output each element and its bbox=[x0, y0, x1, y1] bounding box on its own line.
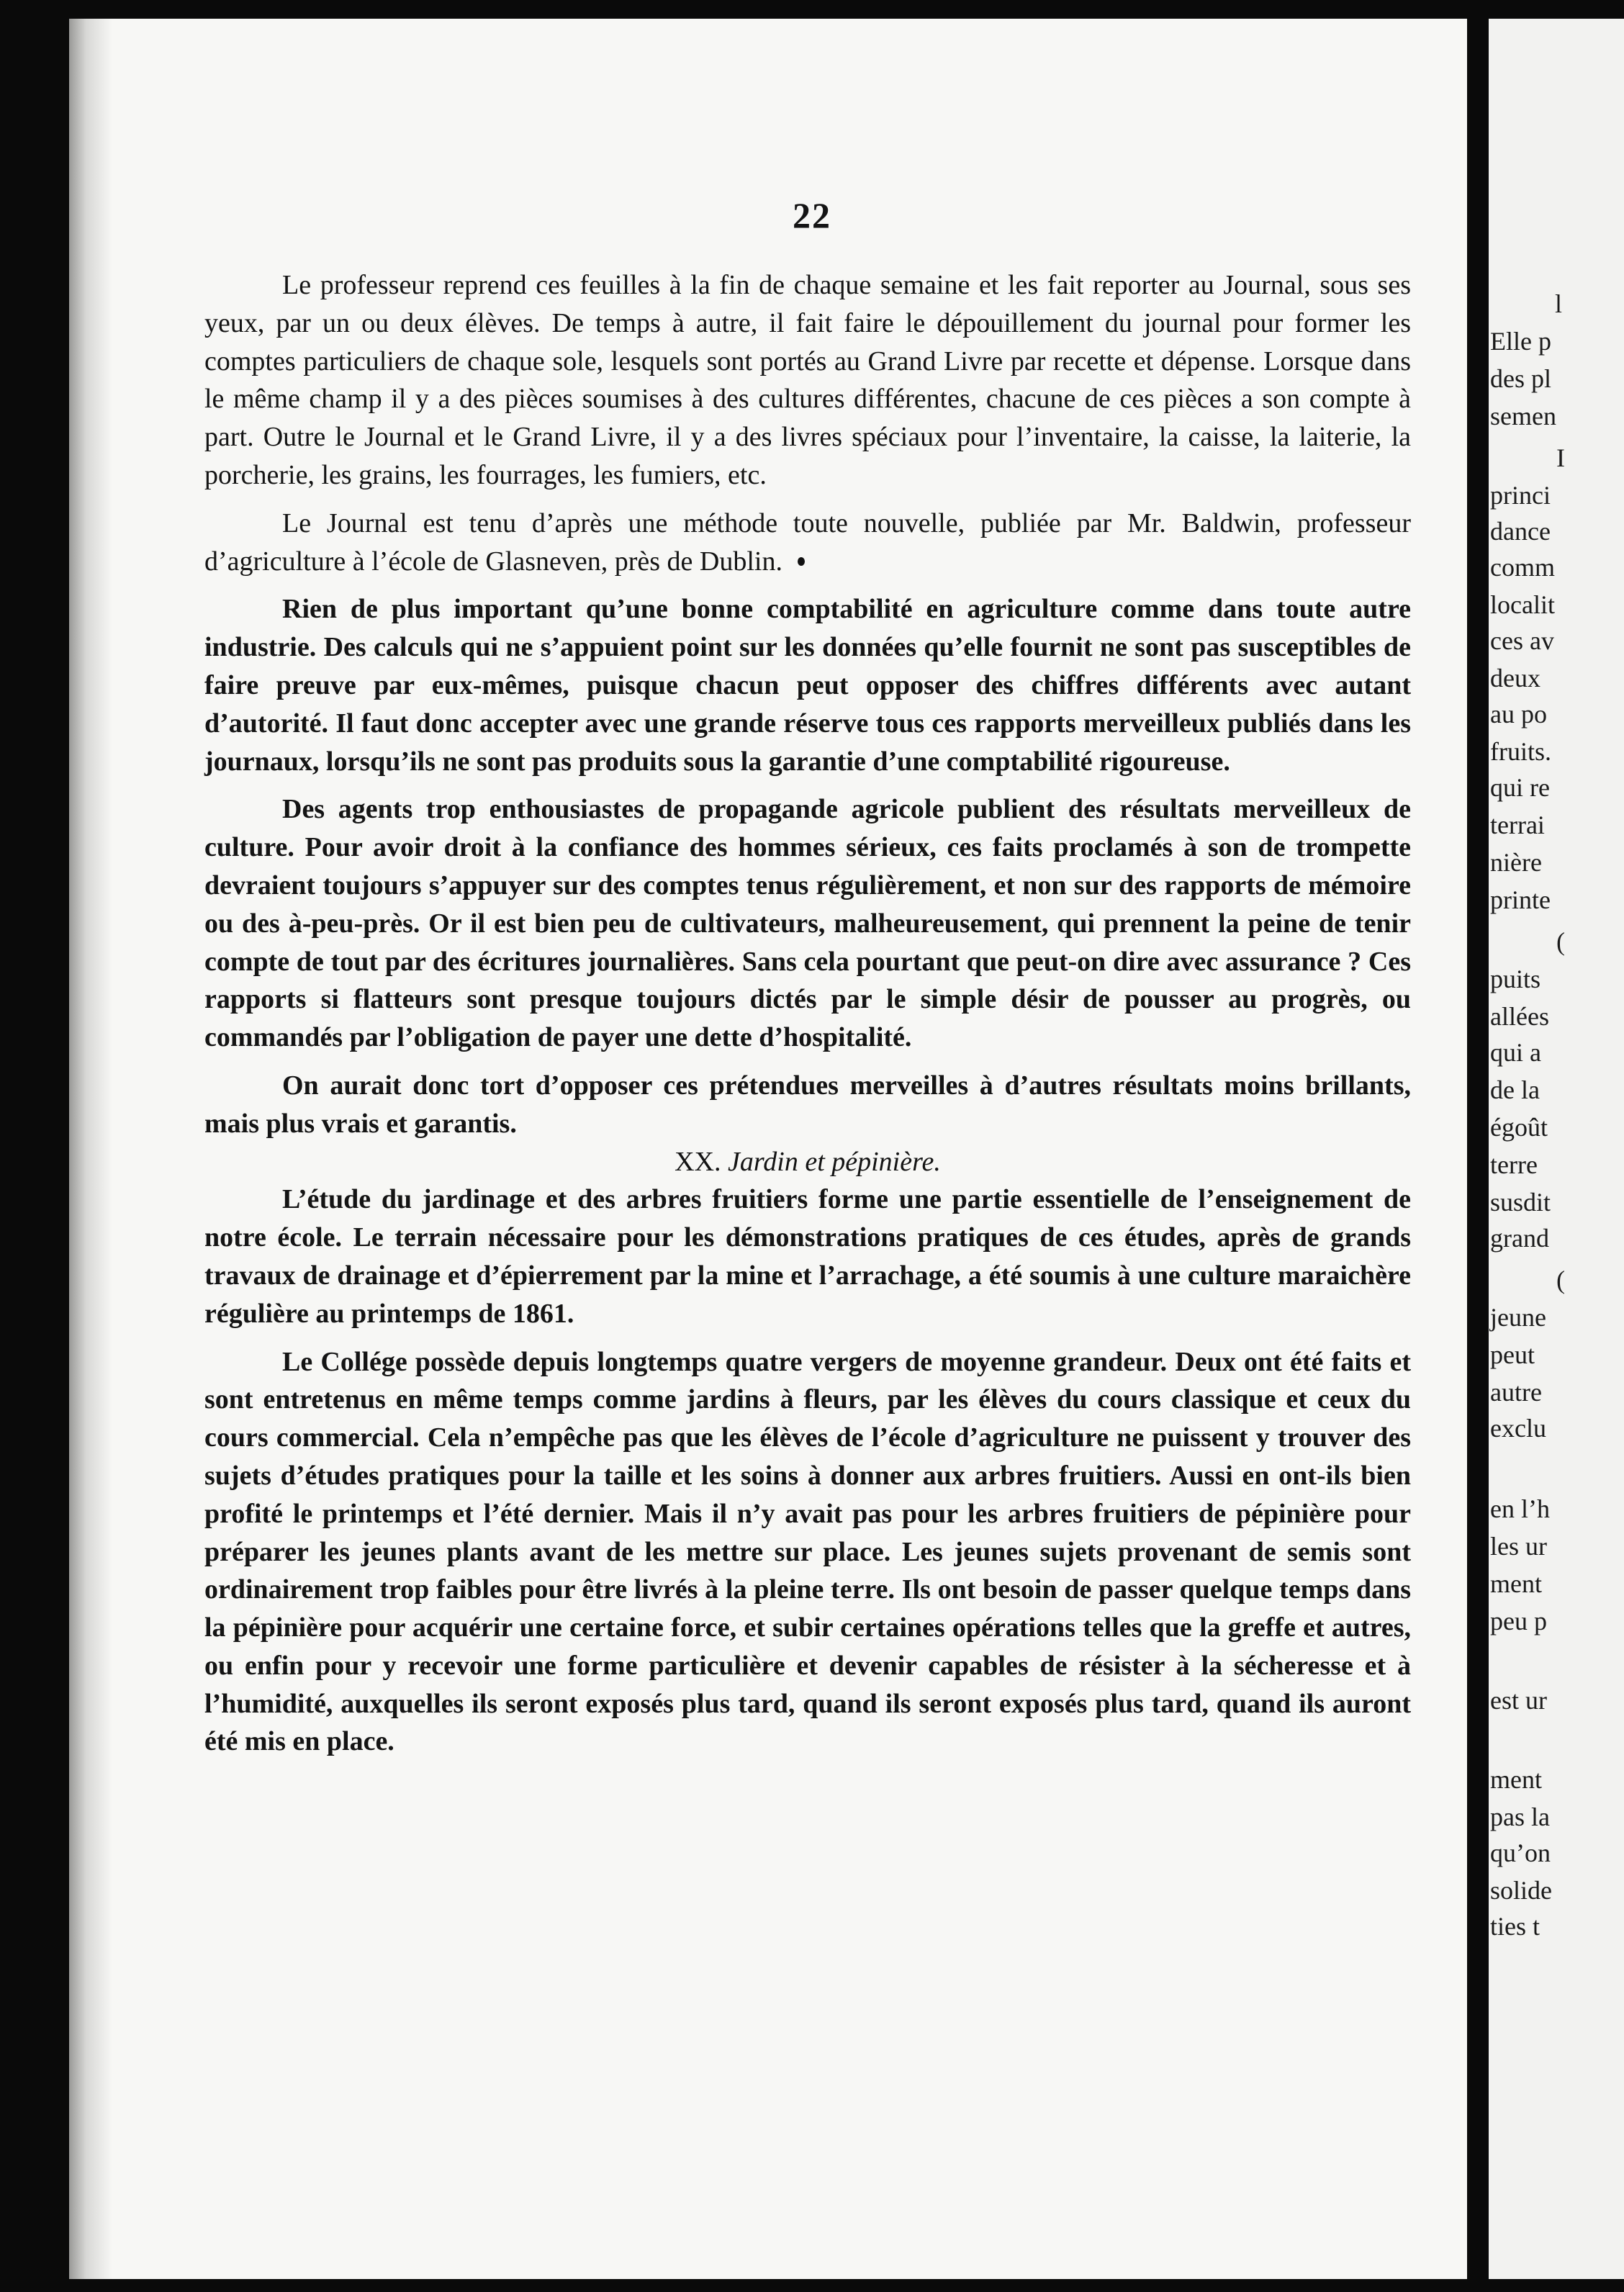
adjacent-page-fragment: pas la bbox=[1490, 1803, 1550, 1831]
adjacent-page-fragment: puits bbox=[1490, 965, 1541, 993]
adjacent-page-fragment: l bbox=[1555, 289, 1563, 318]
adjacent-page-fragment: exclu bbox=[1490, 1414, 1546, 1443]
adjacent-page-fragment: terrai bbox=[1490, 811, 1545, 839]
adjacent-page-fragment: terre bbox=[1490, 1150, 1538, 1179]
adjacent-page-fragment: comm bbox=[1490, 553, 1555, 582]
paragraph-gardening-study: L’étude du jardinage et des arbres fruitiers forme une partie essentielle de l’enseignement de notre école. Le terrain nécessaire pour les démonstrations pratiques de ces études, après de grands travaux de drainage et d’épierrement par la mine et l’arrachage, a été soumis à une culture maraichère régulière au printemps de 1861. bbox=[204, 1184, 1411, 1329]
adjacent-page-fragment: ties t bbox=[1490, 1912, 1540, 1941]
adjacent-page-fragment: solide bbox=[1490, 1876, 1552, 1905]
adjacent-page-fragment: égoût bbox=[1490, 1113, 1548, 1142]
adjacent-page-fragment: localit bbox=[1490, 590, 1555, 619]
section-number: XX. bbox=[675, 1146, 721, 1177]
adjacent-page-fragment: ment bbox=[1490, 1569, 1542, 1598]
adjacent-page-fragment: fruits. bbox=[1490, 737, 1551, 766]
adjacent-page-fragment: au po bbox=[1490, 700, 1547, 728]
adjacent-page-fragment: qui a bbox=[1490, 1038, 1541, 1067]
adjacent-page-fragment: princi bbox=[1490, 481, 1551, 510]
adjacent-page-fragment: peut bbox=[1490, 1340, 1535, 1369]
adjacent-page-fragment: ment bbox=[1490, 1765, 1542, 1794]
adjacent-page-fragment: deux bbox=[1490, 664, 1540, 692]
page-number: 22 bbox=[793, 195, 831, 235]
adjacent-page-fragment: dance bbox=[1490, 517, 1551, 546]
adjacent-page-fragment: peu p bbox=[1490, 1607, 1547, 1635]
section-title: Jardin et pépinière. bbox=[728, 1146, 941, 1177]
adjacent-page-fragment: I bbox=[1556, 443, 1565, 472]
paragraph-journal-method: Le Journal est tenu d’après une méthode toute nouvelle, publiée par Mr. Baldwin, professeur d’agriculture à l’école de Glasneven, près de Dublin. bbox=[204, 507, 1411, 577]
adjacent-page-fragment: semen bbox=[1490, 402, 1556, 430]
adjacent-page-fragment: ( bbox=[1556, 1265, 1565, 1294]
adjacent-page-fragment: jeune bbox=[1490, 1303, 1546, 1332]
section-heading bbox=[204, 1143, 1411, 1181]
adjacent-page-fragment: de la bbox=[1490, 1075, 1540, 1104]
gutter-shadow bbox=[69, 19, 112, 2279]
adjacent-page-fragment: en l’h bbox=[1490, 1494, 1550, 1523]
adjacent-page-fragment: printe bbox=[1490, 885, 1551, 914]
paragraph-bookkeeping-importance: Rien de plus important qu’une bonne comptabilité en agriculture comme dans toute autre industrie. Des calculs qui ne s’appuient point sur les données qu’elle fournit ne sont pas susceptibles de faire preuve par eux-mêmes, puisque chacun peut opposer des chiffres différents avec autant d’autorité. Il faut donc accepter avec une grande réserve tous ces rapports merveilleux publiés dans les journaux, lorsqu’ils ne sont pas produits sous la garantie d’une comptabilité rigoureuse. bbox=[204, 594, 1411, 777]
adjacent-page-fragment: ( bbox=[1556, 927, 1565, 956]
adjacent-page-fragment: les ur bbox=[1490, 1532, 1547, 1561]
adjacent-page-fragment: des pl bbox=[1490, 364, 1551, 393]
adjacent-page-fragment: est ur bbox=[1490, 1686, 1547, 1715]
paragraph-accounting-method: Le professeur reprend ces feuilles à la fin de chaque semaine et les fait reporter au Journal, sous ses yeux, par un ou deux élèves. De temps à autre, il fait faire le dépouillement du journal pour former les comptes particuliers de chaque sole, lesquels sont portés au Grand Livre par recette et dépense. Lorsque dans le même champ il y a des pièces soumises à des cultures différentes, chacune de ces pièces a son compte à part. Outre le Journal et le Grand Livre, il y a des livres spéciaux pour l’inventaire, la caisse, la laiterie, la porcherie, les grains, les fourrages, les fumiers, etc. bbox=[204, 270, 1411, 490]
paragraph-propaganda-results: Des agents trop enthousiastes de propagande agricole publient des résultats merveilleux de culture. Pour avoir droit à la confiance des hommes sérieux, ces faits proclamés à son de trompette devraient toujours s’appuyer sur des comptes tenus régulièrement, et non sur des rapports de mémoire ou des à-peu-près. Or il est bien peu de cultivateurs, malheureusement, qui prennent la peine de tenir compte de tout par des écritures journalières. Sans cela pourtant que peut-on dire avec assurance ? Ces rapports si flatteurs sont presque toujours dictés par le simple désir de pousser au progrès, ou commandés par l’obligation de payer une dette d’hospitalité. bbox=[204, 794, 1411, 1053]
paragraph-orchards-nursery: Le Collége possède depuis longtemps quatre vergers de moyenne grandeur. Deux ont été faits et sont entretenus en même temps comme jardins à fleurs, par les élèves du cours classique et ceux du cours commercial. Cela n’empêche pas que les élèves de l’école d’agriculture ne puissent y trouver des sujets d’études pratiques pour la taille et les soins à donner aux arbres fruitiers. Aussi en ont-ils bien profité le printemps et l’été dernier. Mais il n’y avait pas pour les arbres fruitiers de pépinière pour préparer les jeunes plants avant de les mettre sur place. Les jeunes sujets provenant de semis sont ordinairement trop faibles pour être livrés à la pleine terre. Ils ont besoin de passer quelque temps dans la pépinière pour acquérir une certaine force, et subir certaines opérations telles que la greffe et autres, ou enfin pour y recevoir une forme particulière et devenir capables de résister à la sécheresse et à l’humidité, auxquelles ils seront exposés plus tard, quand ils seront exposés plus tard, quand ils auront été mis en place. bbox=[204, 1346, 1411, 1757]
adjacent-page-fragment: nière bbox=[1490, 848, 1542, 877]
adjacent-page-fragment: qu’on bbox=[1490, 1838, 1551, 1867]
adjacent-page-fragment: Elle p bbox=[1490, 327, 1551, 356]
adjacent-page-fragment: susdit bbox=[1490, 1188, 1551, 1217]
paragraph-conclusion: On aurait donc tort d’opposer ces prétendues merveilles à d’autres résultats moins brillants, mais plus vrais et garantis. bbox=[204, 1070, 1411, 1139]
adjacent-page-fragment: grand bbox=[1490, 1224, 1549, 1253]
adjacent-page-fragment: allées bbox=[1490, 1002, 1549, 1031]
book-spine bbox=[1467, 0, 1489, 2292]
adjacent-page-fragment: ces av bbox=[1490, 626, 1554, 655]
adjacent-page-edge bbox=[1489, 19, 1624, 2279]
adjacent-page-fragment: autre bbox=[1490, 1378, 1542, 1407]
adjacent-page-fragment: qui re bbox=[1490, 773, 1550, 802]
body-text bbox=[204, 266, 1411, 1761]
